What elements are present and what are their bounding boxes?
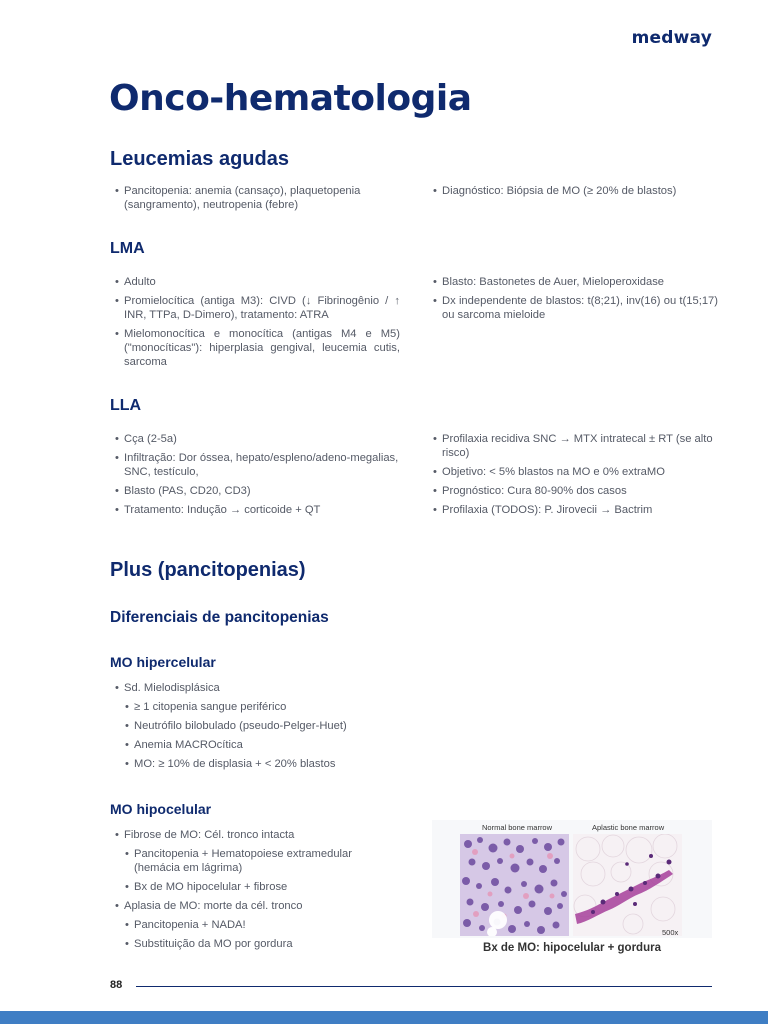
subheading-diferenciais: Diferenciais de pancitopenias [110, 609, 329, 626]
list-item: • Diagnóstico: Biópsia de MO (≥ 20% de blastos) [433, 184, 718, 198]
lma-left-list [115, 275, 400, 374]
list-item: • Dx independente de blastos: t(8;21), inv(16) ou t(15;17) ou sarcoma mieloide [433, 294, 718, 322]
lla-left-list [115, 432, 400, 522]
aplastic-bone-marrow-image [573, 834, 682, 936]
list-item: • Fibrose de MO: Cél. tronco intacta [115, 828, 400, 842]
list-item: • Pancitopenia + Hematopoiese extramedular (hemácia em lágrima) [125, 847, 400, 875]
list-item: • Profilaxia recidiva SNC → MTX intratecal ± RT (se alto risco) [433, 432, 718, 460]
leucemias-left-list [115, 184, 400, 217]
list-item: • Adulto [115, 275, 400, 289]
list-item: • Substituição da MO por gordura [125, 937, 400, 951]
page-title: Onco-hematologia [109, 78, 472, 119]
list-item: • Pancitopenia + NADA! [125, 918, 400, 932]
list-item: • Neutrófilo bilobulado (pseudo-Pelger-Huet) [125, 719, 415, 733]
list-item: • Aplasia de MO: morte da cél. tronco [115, 899, 400, 913]
list-item: • Blasto (PAS, CD20, CD3) [115, 484, 400, 498]
footer-divider [136, 986, 712, 987]
list-item: • Anemia MACROcítica [125, 738, 415, 752]
list-item: • Infiltração: Dor óssea, hepato/espleno/adeno-megalias, SNC, testículo, [115, 451, 400, 479]
section-heading-lla: LLA [110, 397, 142, 414]
list-item: • Promielocítica (antiga M3): CIVD (↓ Fibrinogênio / ↑ INR, TTPa, D-Dimero), tratamento: ATRA [115, 294, 400, 322]
mo-hipercelular-list [115, 681, 415, 776]
normal-bone-marrow-image [460, 834, 569, 936]
list-item: • Objetivo: < 5% blastos na MO e 0% extraMO [433, 465, 718, 479]
list-item: • Cça (2-5a) [115, 432, 400, 446]
lma-right-list [433, 275, 718, 327]
figure-title-normal: Normal bone marrow [482, 823, 553, 832]
list-item: • Sd. Mielodisplásica [115, 681, 415, 695]
list-item: • Prognóstico: Cura 80-90% dos casos [433, 484, 718, 498]
section-heading-plus: Plus (pancitopenias) [110, 559, 306, 581]
footer-color-bar [0, 1011, 768, 1024]
page-number: 88 [110, 979, 123, 991]
medway-logo: medway [631, 28, 712, 48]
list-item: • MO: ≥ 10% de displasia + < 20% blastos [125, 757, 415, 771]
heading-mo-hipercelular: MO hipercelular [110, 654, 216, 670]
bone-marrow-figure [432, 820, 712, 962]
section-heading-leucemias: Leucemias agudas [110, 148, 289, 170]
mo-hipocelular-list [115, 828, 400, 956]
list-item: • Mielomonocítica e monocítica (antigas M4 e M5) ("monocíticas"): hiperplasia gengival, leucemia cutis, sarcoma [115, 327, 400, 369]
list-item: • Profilaxia (TODOS): P. Jirovecii → Bactrim [433, 503, 718, 517]
list-item: • ≥ 1 citopenia sangue periférico [125, 700, 415, 714]
list-item: • Bx de MO hipocelular + fibrose [125, 880, 400, 894]
lla-right-list [433, 432, 718, 522]
leucemias-right-list [433, 184, 718, 203]
figure-caption: Bx de MO: hipocelular + gordura [483, 942, 661, 954]
list-item: • Blasto: Bastonetes de Auer, Mieloperoxidase [433, 275, 718, 289]
list-item: • Pancitopenia: anemia (cansaço), plaquetopenia (sangramento), neutropenia (febre) [115, 184, 400, 212]
section-heading-lma: LMA [110, 240, 145, 257]
figure-title-aplastic: Aplastic bone marrow [592, 823, 665, 832]
figure-magnification: 500x [662, 928, 679, 937]
heading-mo-hipocelular: MO hipocelular [110, 801, 212, 817]
list-item: • Tratamento: Indução → corticoide + QT [115, 503, 400, 517]
